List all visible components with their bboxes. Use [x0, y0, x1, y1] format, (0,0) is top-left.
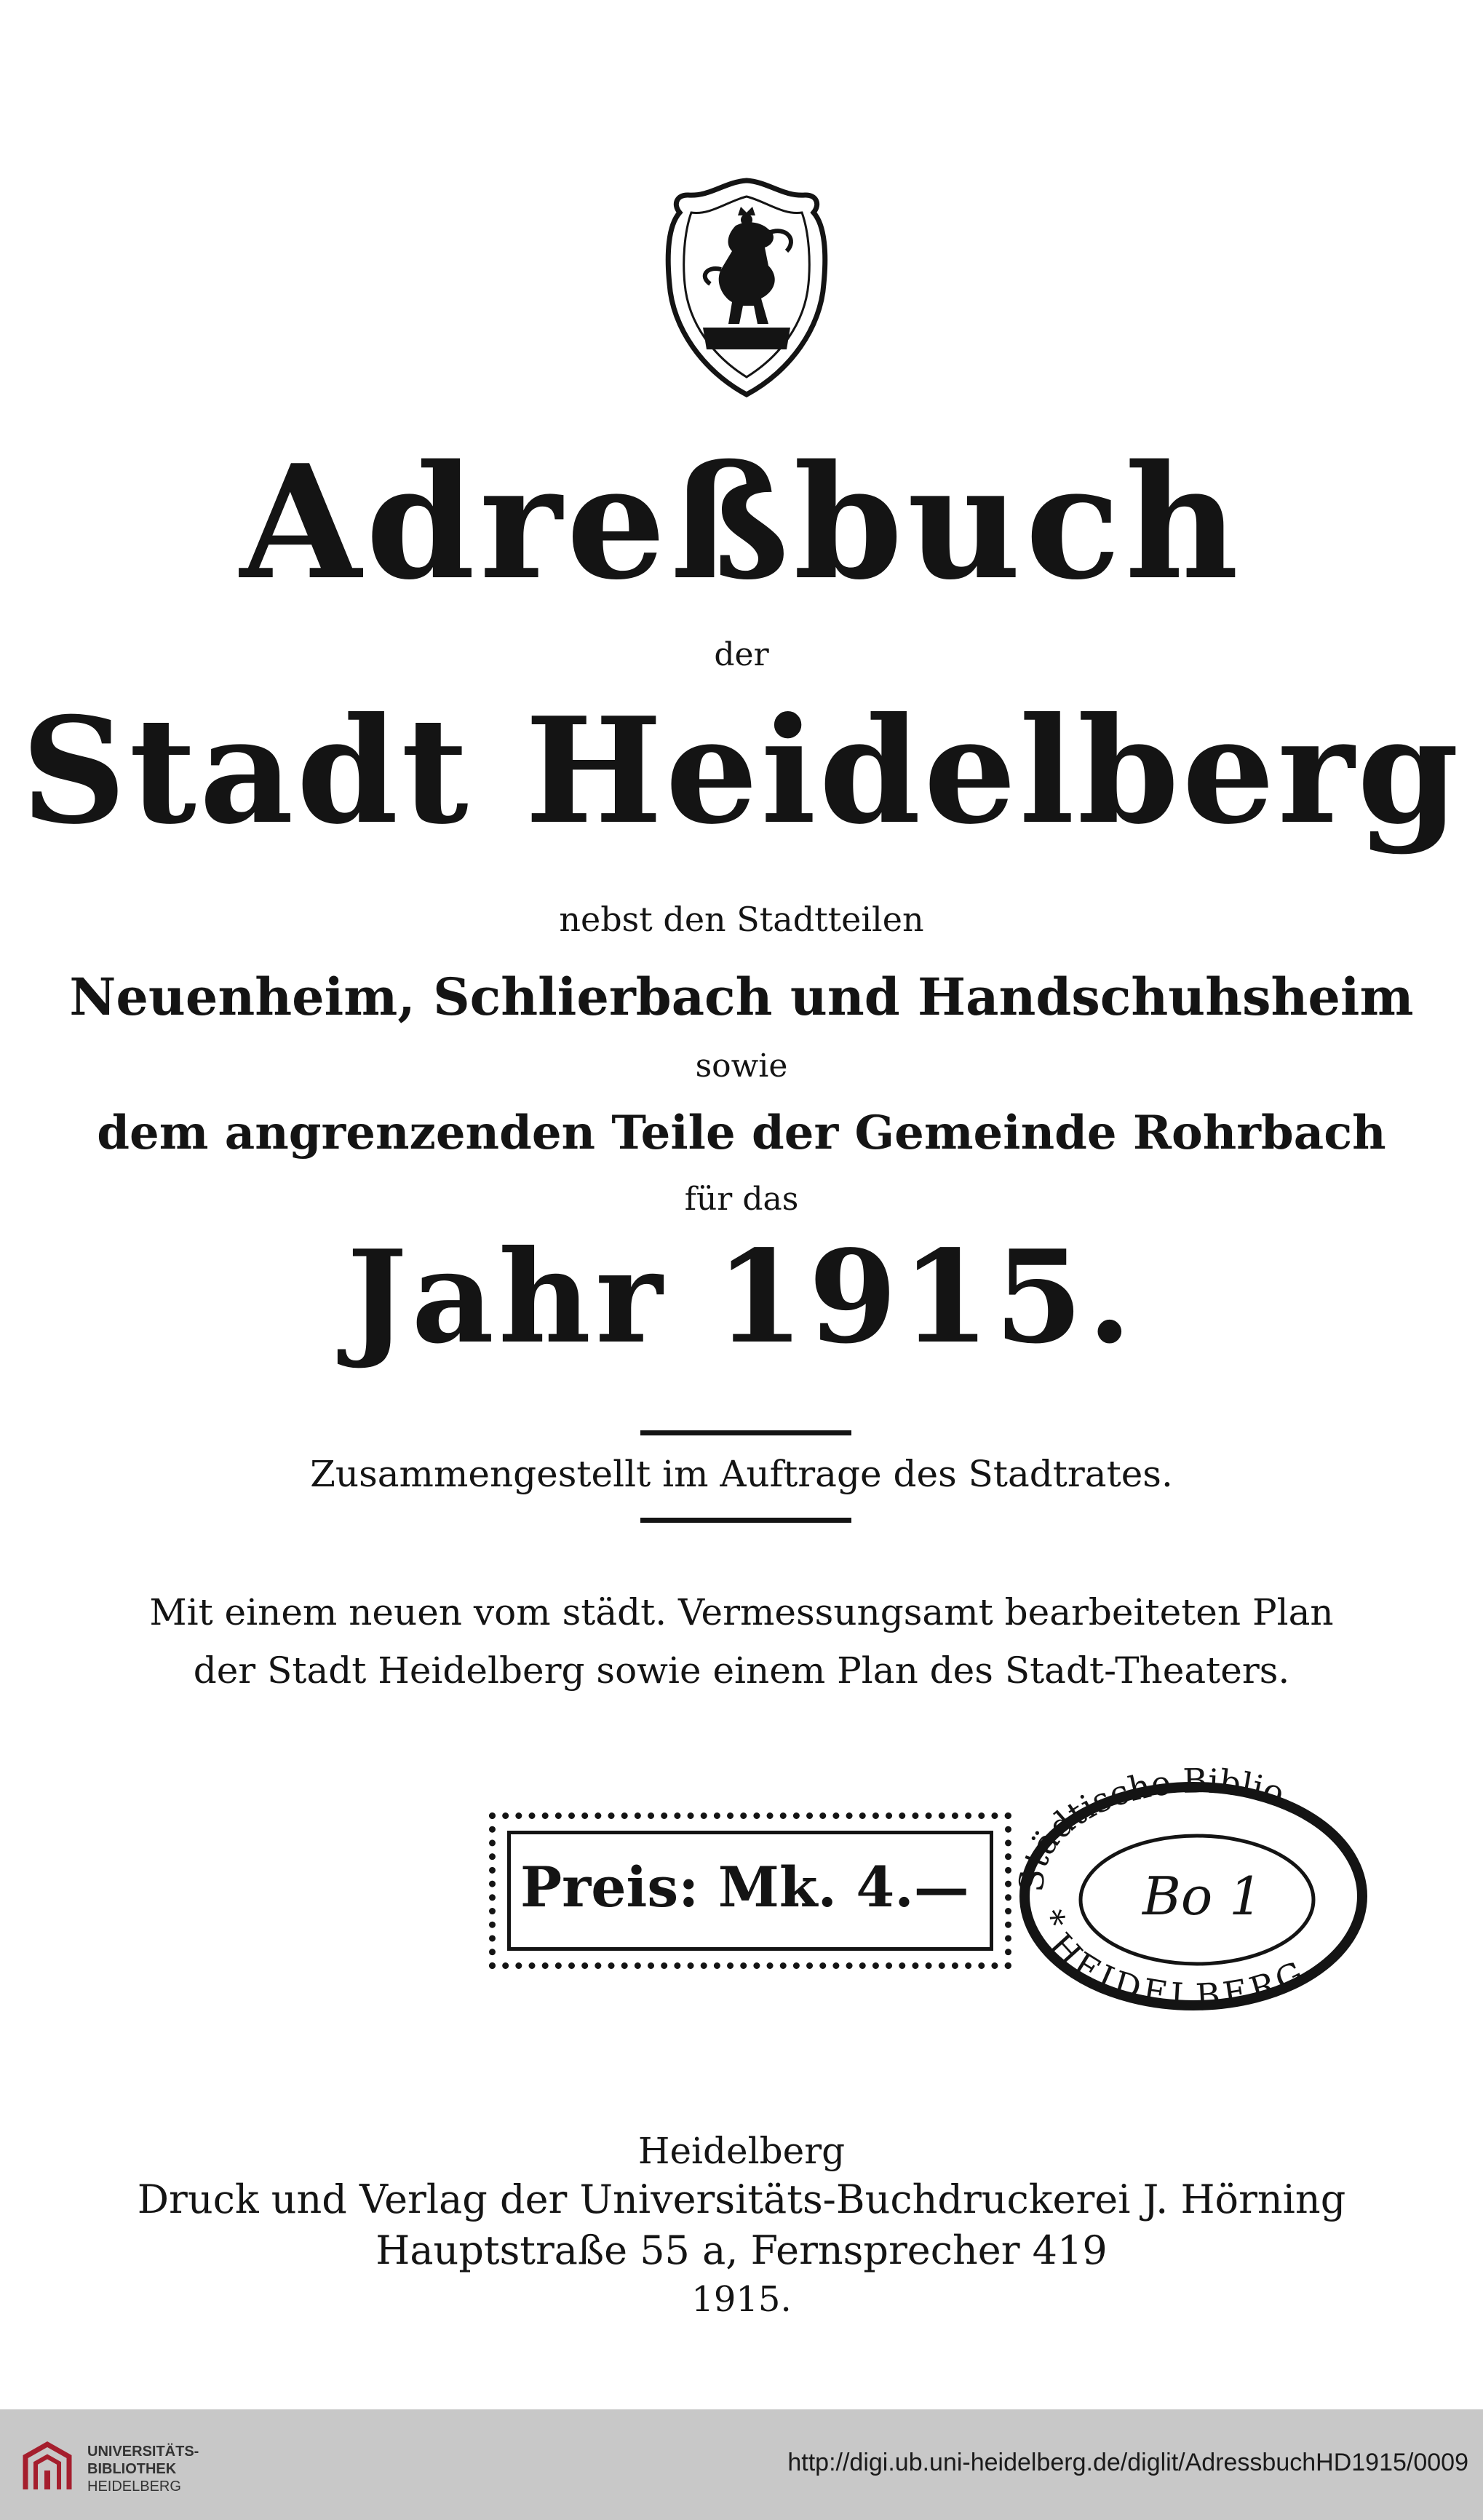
viewer-footer	[0, 2409, 1483, 2520]
divider-top	[640, 1430, 851, 1435]
heidelberg-coat-of-arms-icon	[659, 175, 834, 400]
plan-line-1: Mit einem neuen vom städt. Vermessungsamt bearbeiteten Plan	[149, 1591, 1334, 1633]
article-der: der	[714, 636, 769, 673]
stamp-top-text: Städtische Biblio	[1011, 1765, 1289, 1893]
imprint-city: Heidelberg	[637, 2130, 846, 2172]
imprint-year: 1915.	[691, 2279, 792, 2320]
library-name-line-1: UNIVERSITÄTS-	[87, 2444, 199, 2460]
permalink-url[interactable]: http://digi.ub.uni-heidelberg.de/diglit/AdressbuchHD1915/0009	[787, 2449, 1468, 2476]
subtitle-districts: Neuenheim, Schlierbach und Handschuhsheim	[69, 967, 1414, 1027]
year-title: Jahr 1915.	[346, 1223, 1137, 1372]
library-name-line-2: BIBLIOTHEK	[87, 2461, 177, 2477]
library-stamp	[975, 1765, 1368, 2027]
library-name	[87, 2443, 199, 2495]
main-title: Adreßbuch	[239, 430, 1244, 614]
subtitle-fuer: für das	[684, 1181, 799, 1218]
imprint-address: Hauptstraße 55 a, Fernsprecher 419	[375, 2227, 1108, 2273]
city-title: Stadt Heidelberg	[21, 686, 1462, 857]
stamp-bottom-text: * HEIDELBERG	[1031, 1907, 1314, 2016]
library-name-line-3: HEIDELBERG	[87, 2479, 181, 2495]
imprint-printer: Druck und Verlag der Universitäts-Buchdruckerei J. Hörning	[137, 2176, 1346, 2222]
subtitle-nebst: nebst den Stadtteilen	[559, 900, 924, 939]
subtitle-sowie: sowie	[695, 1047, 788, 1085]
divider-bottom	[640, 1518, 851, 1523]
stamp-shelfmark: Bo 1	[1142, 1866, 1263, 1927]
compiled-by: Zusammengestellt im Auftrage des Stadtrates.	[310, 1453, 1173, 1495]
plan-line-2: der Stadt Heidelberg sowie einem Plan des Stadt-Theaters.	[193, 1649, 1290, 1692]
university-library-logo-icon[interactable]	[18, 2438, 76, 2497]
price-label: Preis: Mk. 4.—	[520, 1855, 969, 1919]
subtitle-rohrbach: dem angrenzenden Teile der Gemeinde Rohrbach	[97, 1106, 1386, 1160]
